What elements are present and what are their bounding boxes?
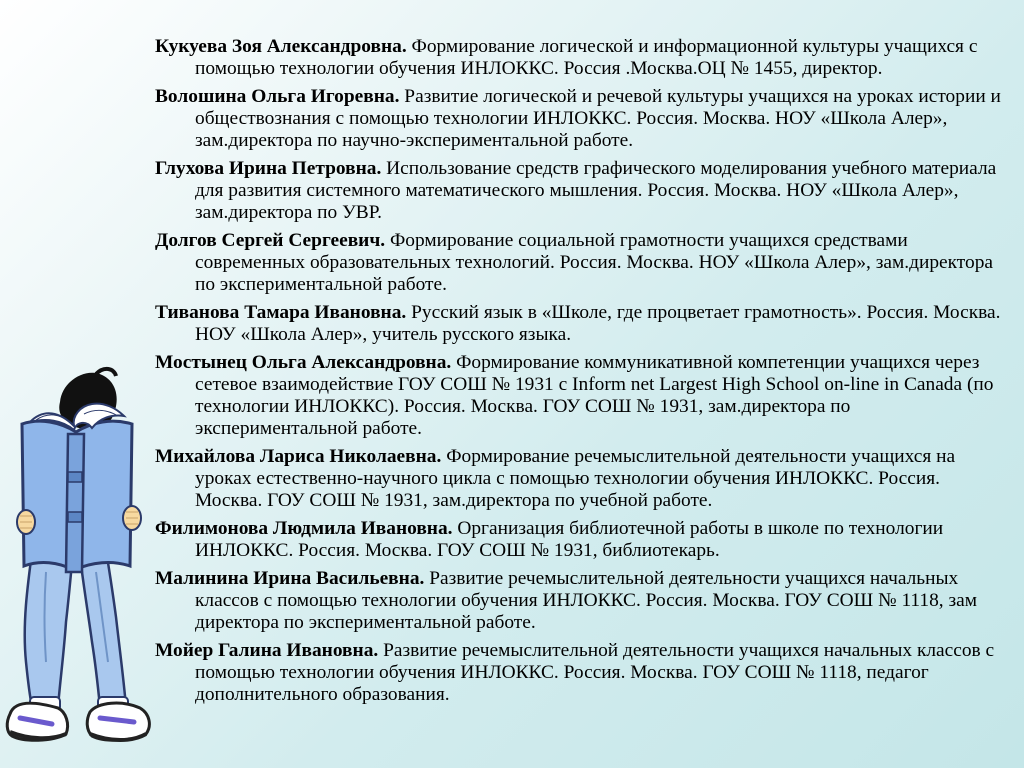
participant-entry — [155, 568, 1007, 634]
participant-description: Развитие речемыслительной деятельности учащихся начальных классов с помощью технологии обучения ИНЛОККС. Россия. Москва. ГОУ СОШ № 1118, педагог дополнительного образования. — [195, 640, 995, 705]
participant-name: Тиванова Тамара Ивановна. — [155, 302, 407, 323]
participant-name: Кукуева Зоя Александровна. — [155, 36, 407, 57]
participant-entry — [155, 640, 1007, 706]
participant-description: Организация библиотечной работы в школе по технологии ИНЛОККС. Россия. Москва. ГОУ СОШ № 1931, библиотекарь. — [195, 518, 944, 561]
participant-entry — [155, 158, 1007, 224]
participant-description: Формирование социальной грамотности учащихся средствами современных образовательных технологий. Россия. Москва. НОУ «Школа Алер», зам.директора по экспериментальной работе. — [195, 230, 994, 295]
participant-description: Развитие логической и речевой культуры учащихся на уроках истории и обществознания с помощью технологии ИНЛОККС. Россия. Москва. НОУ «Школа Алер», зам.директора по научно-экспериментальной работе. — [195, 86, 1001, 151]
participant-name: Глухова Ирина Петровна. — [155, 158, 382, 179]
participant-name: Мойер Галина Ивановна. — [155, 640, 379, 661]
participant-entry — [155, 86, 1007, 152]
participant-entry — [155, 230, 1007, 296]
participant-entry — [155, 36, 1007, 80]
participant-name: Михайлова Лариса Николаевна. — [155, 446, 442, 467]
participants-list — [155, 36, 1007, 712]
child-reading-book-icon — [0, 362, 160, 762]
participant-entry — [155, 352, 1007, 440]
participant-name: Долгов Сергей Сергеевич. — [155, 230, 386, 251]
participant-name: Филимонова Людмила Ивановна. — [155, 518, 453, 539]
participant-description: Формирование логической и информационной культуры учащихся с помощью технологии обучения ИНЛОККС. Россия .Москва.ОЦ № 1455, директор. — [195, 36, 978, 79]
participant-name: Малинина Ирина Васильевна. — [155, 568, 425, 589]
participant-entry — [155, 302, 1007, 346]
participant-description: Русский язык в «Школе, где процветает грамотность». Россия. Москва. НОУ «Школа Алер», учитель русского языка. — [195, 302, 1001, 345]
participant-name: Волошина Ольга Игоревна. — [155, 86, 400, 107]
participant-name: Мостынец Ольга Александровна. — [155, 352, 452, 373]
participant-entry — [155, 518, 1007, 562]
participant-description: Формирование коммуникативной компетенции учащихся через сетевое взаимодействие ГОУ СОШ № 1931 с Inform net Largest High School on-line in Canada (по технологии ИНЛОККС). Россия. Москва. ГОУ СОШ № 1931, зам.директора по экспериментальной работе. — [195, 352, 994, 439]
participant-description: Развитие речемыслительной деятельности учащихся начальных классов с помощью технологии обучения ИНЛОККС. Россия. Москва. ГОУ СОШ № 1118, зам директора по экспериментальной работе. — [195, 568, 978, 633]
participant-entry — [155, 446, 1007, 512]
participant-description: Формирование речемыслительной деятельности учащихся на уроках естественно-научного цикла с помощью технологии обучения ИНЛОККС. Россия. Москва. ГОУ СОШ № 1931, зам.директора по учебной работе. — [195, 446, 956, 511]
participant-description: Использование средств графического моделирования учебного материала для развития системного математического мышления. Россия. Москва. НОУ «Школа Алер», зам.директора по УВР. — [195, 158, 997, 223]
